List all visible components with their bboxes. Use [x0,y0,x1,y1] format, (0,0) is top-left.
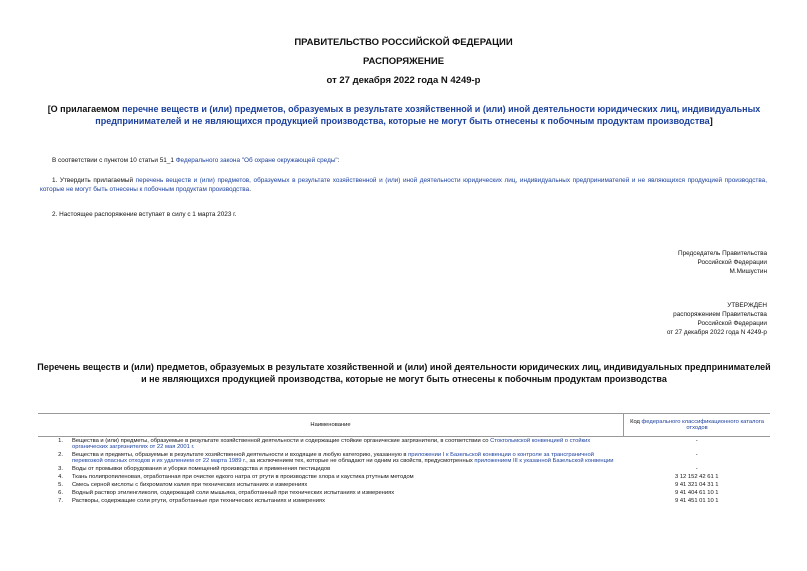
government-title: ПРАВИТЕЛЬСТВО РОССИЙСКОЙ ФЕДЕРАЦИИ [294,37,513,48]
row-number: 4. [58,474,63,480]
row-number: 6. [58,490,63,496]
signature-country: Российской Федерации [697,259,767,266]
table-row [38,481,770,489]
para2-suffix: . [249,186,251,193]
para1-suffix: : [337,157,340,164]
row-code: - [695,438,698,444]
approval-block [467,301,767,337]
row-text: Водный раствор этиленгликоля, содержащий соли мышьяка, отработанный при технических испытаниях и измерениях [72,490,395,496]
row-number: 5. [58,482,63,488]
catalog-link[interactable]: федерального классификационного каталога отходов [641,419,764,431]
row-text: , за исключением тех, которые не обладают ни одним из свойств, предусмотренных [246,458,475,464]
table-row [38,437,770,452]
subject-suffix: ] [709,116,713,126]
column-header-name: Наименование [38,414,624,437]
list-link[interactable]: перечень веществ и (или) предметов, образуемых в результате хозяйственной и (или) иной деятельности юридических лиц, индивидуальных предпринимателей и не являющихся продукцией производства, которые не могут быть отнесены к побочным продуктам производства [40,177,767,193]
doc-type: РАСПОРЯЖЕНИЕ [362,56,445,67]
subject-prefix: [О прилагаемом [47,104,123,114]
row-description [69,481,624,489]
row-text: Вещества и (или) предметы, образуемые в результате хозяйственной деятельности и содержащие стойкие органические загрязнители, в соответствии со [72,438,491,444]
convention-link[interactable]: Стокгольмской конвенцией о стойких органических загрязнителях от 22 мая 2001 г. [72,438,591,450]
code-header-prefix: Код [630,419,642,425]
paragraph-basis [52,156,767,165]
row-number: 2. [58,452,63,458]
row-code: - [695,452,698,458]
approval-line: Российской Федерации [697,320,767,327]
convention-link[interactable]: приложением III к указанной Базельской конвенции [474,458,614,464]
document-subject [44,103,764,127]
row-number: 7. [58,498,63,504]
row-description [69,473,624,481]
para1-text: В соответствии с пунктом 10 статьи 51_1 [52,157,176,164]
approval-date: от 27 декабря 2022 года N 4249-р [666,329,767,336]
column-header-code [624,414,771,437]
signature-name: М.Мишустин [729,268,767,275]
doc-date-number: от 27 декабря 2022 года N 4249-р [326,75,481,86]
row-code: 9 41 404 61 10 1 [674,490,719,496]
row-description [69,437,624,452]
waste-list-table [38,413,770,505]
row-text: Воды от промывки оборудования и уборки помещений производства и применения пестицидов [72,466,331,472]
table-row [38,473,770,481]
list-title: Перечень веществ и (или) предметов, образуемых в результате хозяйственной и (или) иной деятельности юридических лиц, индивидуальных предпринимателей и не являющихся продукцией производства, которые не могут быть отнесены к побочным продуктам производства [37,362,771,384]
row-text: Смесь серной кислоты с бихроматом калия при технических испытаниях и измерениях [72,482,308,488]
para2-text: 1. Утвердить прилагаемый [52,177,136,184]
federal-law-link[interactable]: Федерального закона "Об охране окружающей среды" [175,157,338,164]
paragraph-2: 2. Настоящее распоряжение вступает в силу с 1 марта 2023 г. [52,211,237,218]
row-code: 9 41 321 04 31 1 [674,482,719,488]
convention-link[interactable]: приложении I к Базельской конвенции о контроле за трансграничной перевозкой опасных отходов и их удалением от 22 марта 1989 г. [72,452,594,464]
table-row [38,451,770,465]
table-row [38,489,770,497]
paragraph-1 [40,176,767,194]
table-row [38,465,770,473]
row-code: 3 12 152 42 61 1 [674,474,719,480]
row-text: Вещества и предметы, образуемые в результате хозяйственной деятельности и входящие в любую категорию, указанную в [72,452,409,458]
signature-position: Председатель Правительства [678,250,767,257]
row-code: - [695,466,698,472]
approval-stamp: УТВЕРЖДЕН [727,302,767,309]
row-description [69,465,624,473]
row-number: 1. [58,438,63,444]
row-code: 9 41 451 01 10 1 [674,498,719,504]
row-text: Растворы, содержащие соли ртути, отработанные при технических испытаниях и измерениях [72,498,325,504]
row-description [69,497,624,505]
table-row [38,497,770,505]
row-description [69,489,624,497]
row-number: 3. [58,466,63,472]
row-description [69,451,624,465]
subject-link[interactable]: перечне веществ и (или) предметов, образуемых в результате хозяйственной и (или) иной деятельности юридических лиц, индивидуальных предпринимателей и не являющихся продукцией производства, которые не могут быть отнесены к побочным продуктам производства [95,104,761,126]
approval-line: распоряжением Правительства [673,311,767,318]
signature-block [467,249,767,276]
row-text: Ткань полипропиленовая, отработанная при очистке едкого натра от ртути в производстве хлора и каустика ртутным методом [72,474,414,480]
